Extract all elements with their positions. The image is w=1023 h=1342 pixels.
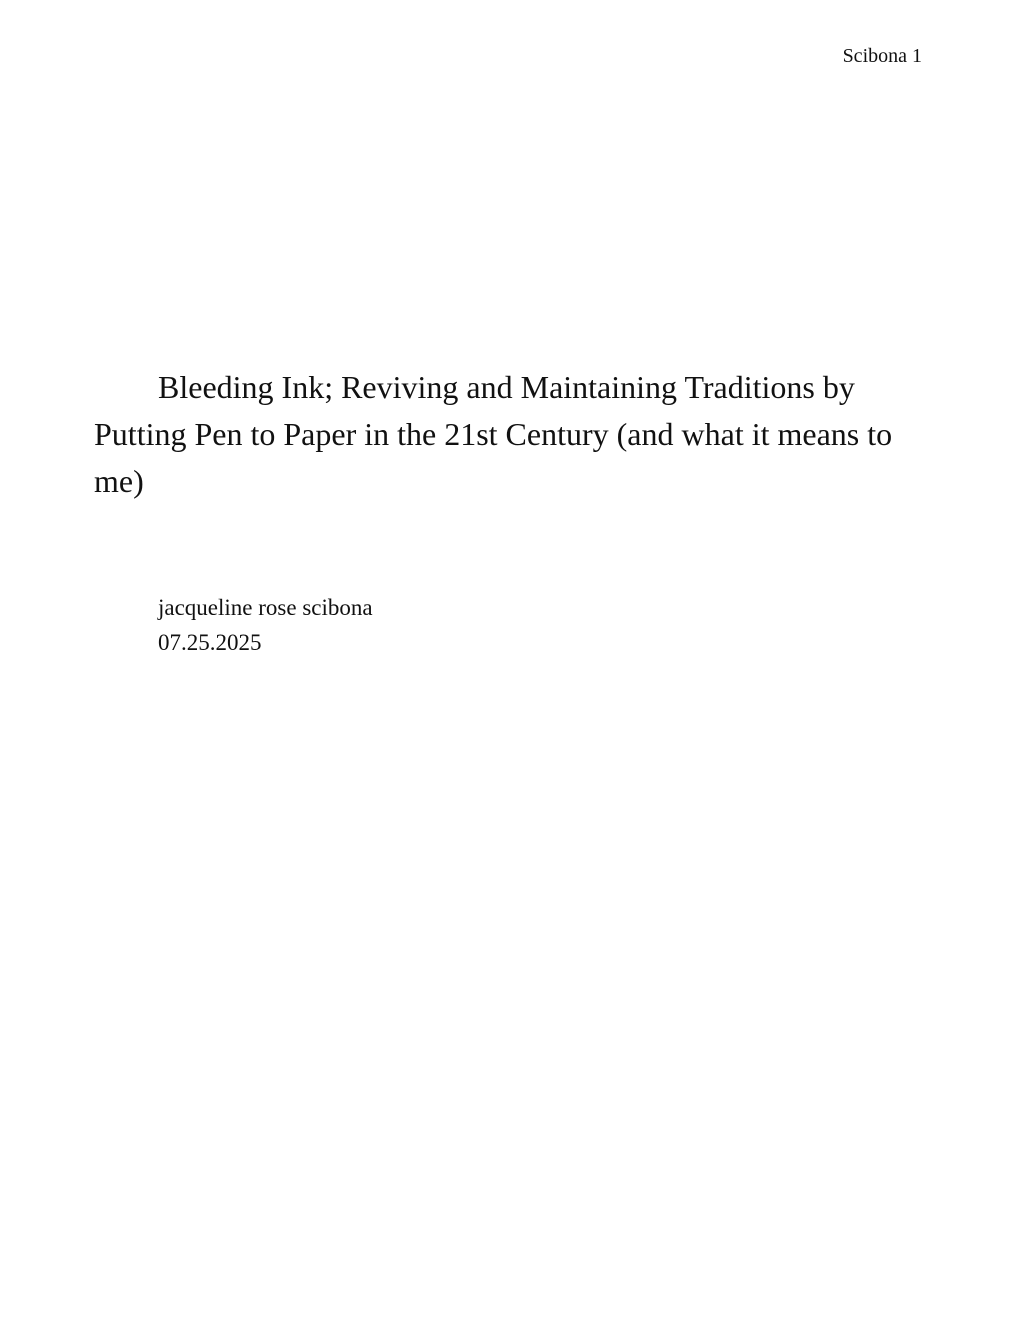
running-head: Scibona 1	[842, 45, 922, 67]
author-name: jacqueline rose scibona	[158, 595, 373, 620]
document-date: 07.25.2025	[158, 630, 262, 655]
byline	[158, 590, 373, 660]
document-title: Bleeding Ink; Reviving and Maintaining Traditions by Putting Pen to Paper in the 21st Century (and what it means to me)	[94, 369, 893, 499]
